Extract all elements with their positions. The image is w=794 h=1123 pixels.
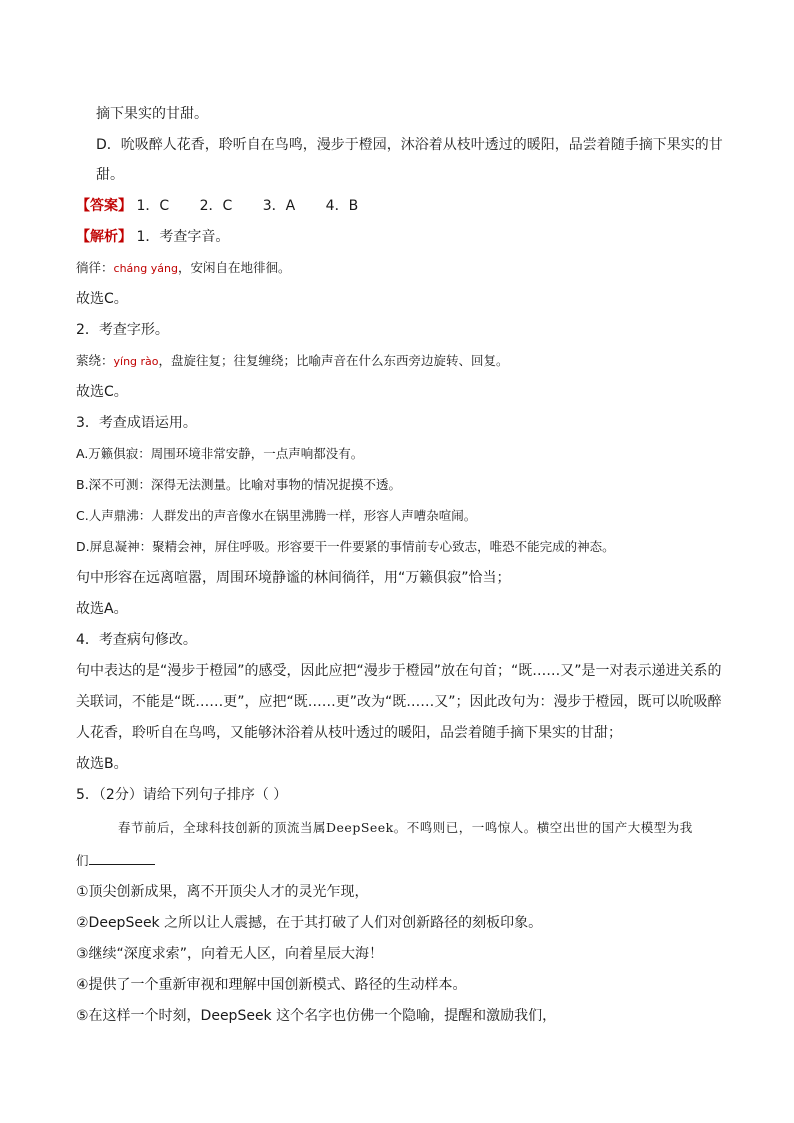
q1-choice: 故选C。 xyxy=(76,291,128,307)
q5-option-2: ②DeepSeek 之所以让人震撼，在于其打破了人们对创新路径的刻板印象。 xyxy=(76,915,543,931)
q3-option-b: B.深不可测：深得无法测量。比喻对事物的情况捉摸不透。 xyxy=(76,477,402,492)
q4-title: 4．考查病句修改。 xyxy=(76,632,197,648)
option-d-line-2: 甜。 xyxy=(96,167,124,183)
q5-option-1: ①顶尖创新成果，离不开顶尖人才的灵光乍现， xyxy=(76,884,369,900)
q5-option-3: ③继续“深度求索”，向着无人区，向着星辰大海！ xyxy=(76,946,384,962)
q5-passage-text: 们 xyxy=(76,853,90,868)
q1-title: 1．考查字音。 xyxy=(136,229,230,245)
q2-term: 萦绕： xyxy=(76,353,114,368)
q5-option-5: ⑤在这样一个时刻，DeepSeek 这个名字也仿佛一个隐喻，提醒和激励我们， xyxy=(76,1008,557,1024)
q4-line-1: 句中表达的是“漫步于橙园”的感受，因此应把“漫步于橙园”放在句首；“既……又”是一对表示递进关系的 xyxy=(76,663,722,679)
q3-title: 3．考查成语运用。 xyxy=(76,415,197,431)
q2-title: 2．考查字形。 xyxy=(76,322,169,338)
answer-item-4: 4．B xyxy=(325,198,359,214)
q1-pinyin: cháng yáng xyxy=(113,262,178,275)
q1-definition xyxy=(76,258,734,279)
option-d-line-1: D．吮吸醉人花香，聆听自在鸟鸣，漫步于橙园，沐浴着从枝叶透过的暖阳，品尝着随手摘下果实的甘 xyxy=(96,137,723,153)
q5-title: 5．（2分）请给下列句子排序（ ） xyxy=(76,787,288,803)
analysis-row xyxy=(76,227,734,247)
q4-line-2: 关联词，不能是“既……更”，应把“既……更”改为“既……又”；因此改句为：漫步于橙园，既可以吮吸醉 xyxy=(76,694,722,710)
answer-blank[interactable] xyxy=(89,850,155,865)
q3-option-d: D.屏息凝神：聚精会神，屏住呼吸。形容要干一件要紧的事情前专心致志，唯恐不能完成的神态。 xyxy=(76,539,615,554)
q2-choice: 故选C。 xyxy=(76,384,128,400)
q3-option-c: C.人声鼎沸：人群发出的声音像水在锅里沸腾一样，形容人声嘈杂喧闹。 xyxy=(76,508,477,523)
answer-label: 【答案】 xyxy=(76,198,132,214)
option-d-tail: 摘下果实的甘甜。 xyxy=(96,106,208,122)
q3-explanation: 句中形容在远离喧嚣，周围环境静谧的林间徜徉，用“万籁俱寂”恰当； xyxy=(76,570,511,586)
answer-item-2: 2．C xyxy=(199,198,233,214)
q1-term: 徜徉： xyxy=(76,260,114,275)
q3-option-a: A.万籁俱寂：周围环境非常安静，一点声响都没有。 xyxy=(76,446,364,461)
q1-def: ，安闲自在地徘徊。 xyxy=(177,260,291,275)
q3-choice: 故选A。 xyxy=(76,601,128,617)
q5-passage-line-2 xyxy=(76,850,734,871)
q2-def: ，盘旋往复；往复缠绕；比喻声音在什么东西旁边旋转、回复。 xyxy=(158,353,509,368)
q5-passage-line-1: 春节前后，全球科技创新的顶流当属DeepSeek。不鸣则已，一鸣惊人。横空出世的国产大模型为我 xyxy=(118,820,693,835)
q5-option-4: ④提供了一个重新审视和理解中国创新模式、路径的生动样本。 xyxy=(76,977,467,993)
analysis-label: 【解析】 xyxy=(76,229,132,245)
answer-row xyxy=(76,196,734,216)
answer-item-1: 1．C xyxy=(136,198,170,214)
q4-choice: 故选B。 xyxy=(76,756,128,772)
answer-item-3: 3．A xyxy=(262,198,296,214)
q2-pinyin: yíng rào xyxy=(113,355,159,368)
q2-definition xyxy=(76,351,734,372)
q4-line-3: 人花香，聆听自在鸟鸣，又能够沐浴着从枝叶透过的暖阳，品尝着随手摘下果实的甘甜； xyxy=(76,725,622,741)
